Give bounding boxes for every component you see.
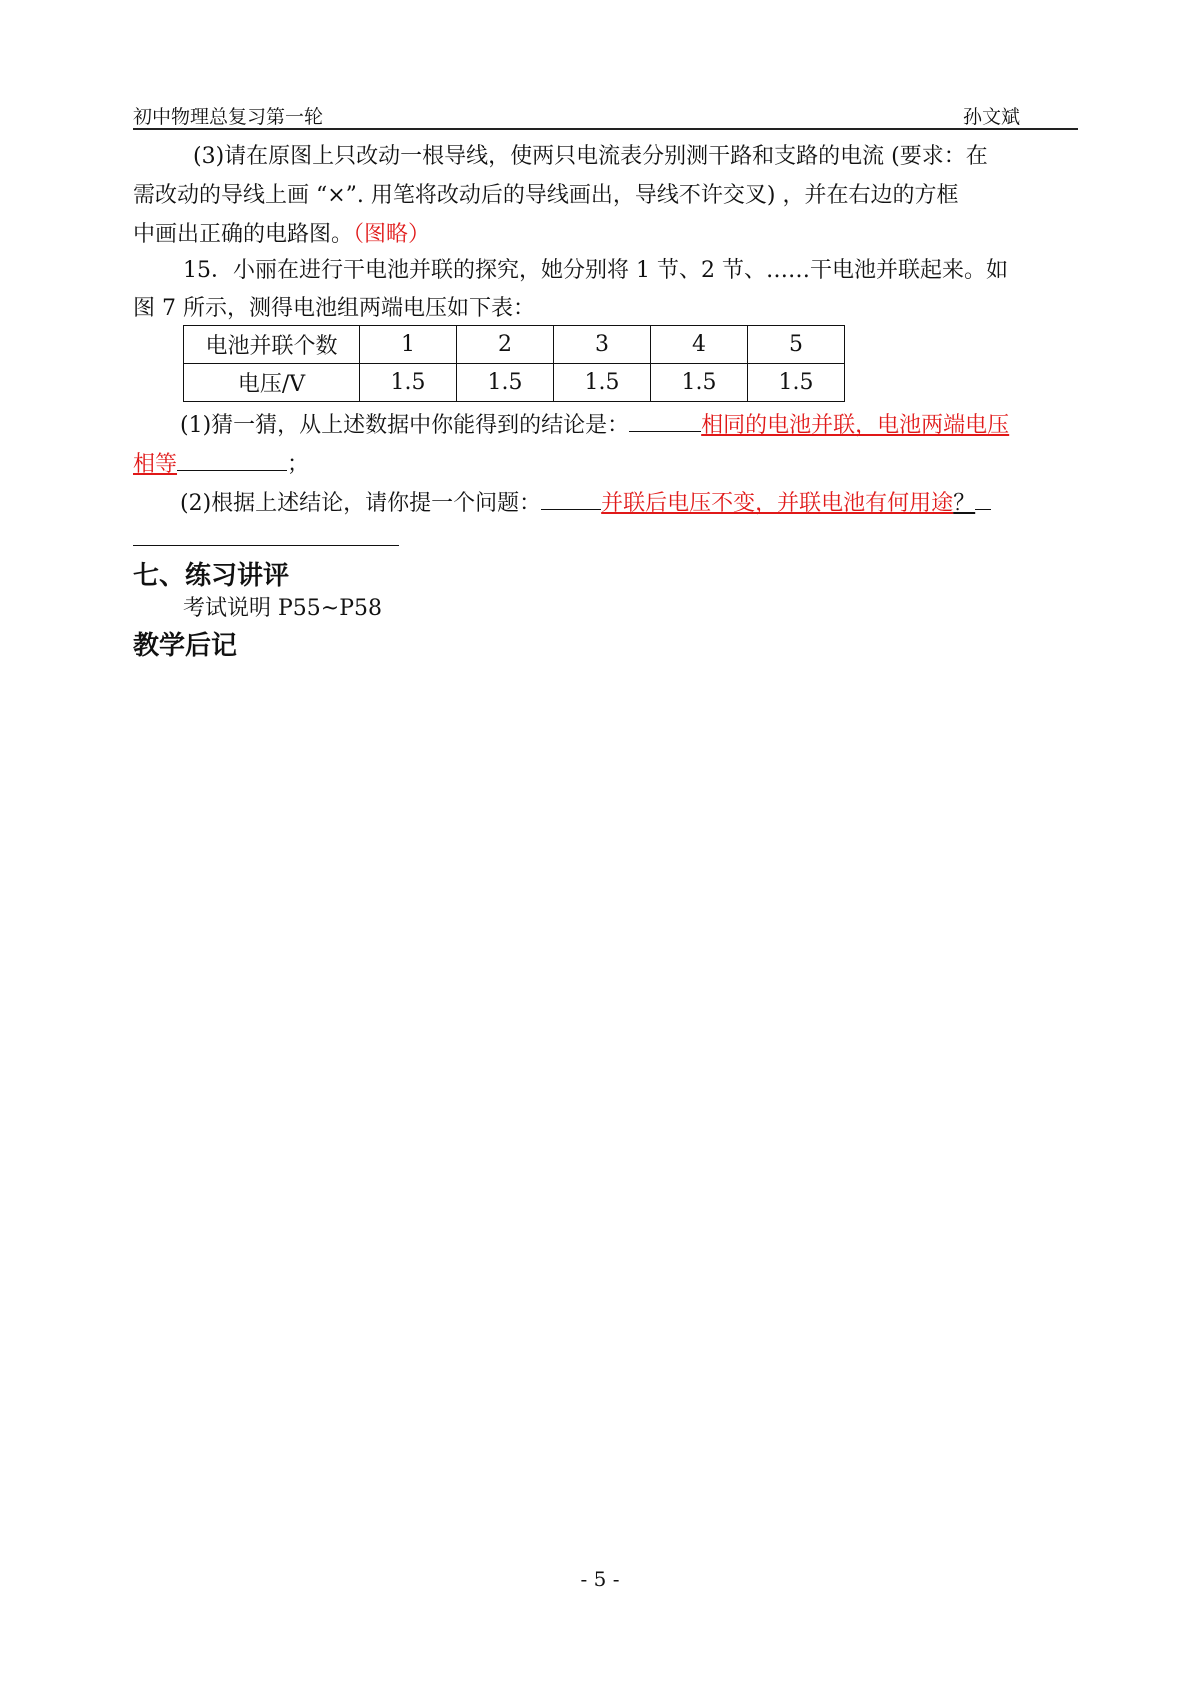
answer-blank-line xyxy=(541,509,601,510)
table-cell: 2 xyxy=(457,326,554,364)
sub1-answer-part1: 相同的电池并联，电池两端电压 xyxy=(701,413,1010,438)
question-3-text xyxy=(133,137,1078,176)
table-cell: 1.5 xyxy=(360,364,457,402)
sub1-answer-part2: 相等 xyxy=(133,452,178,477)
answer-blank-line xyxy=(975,509,991,510)
table-cell: 1.5 xyxy=(457,364,554,402)
question-15-line1: 15．小丽在进行干电池并联的探究，她分别将 1 节、2 节、……干电池并联起来。如 xyxy=(183,258,1008,283)
header-author: 孙文斌 xyxy=(963,106,1021,128)
page-number: - 5 - xyxy=(580,1567,620,1591)
q3-line1: (3)请在原图上只改动一根导线，使两只电流表分别测干路和支路的电流 (要求：在 xyxy=(193,144,988,169)
teaching-notes-heading: 教学后记 xyxy=(133,631,238,661)
sub-question-1-cont: 相等 ； xyxy=(133,452,310,477)
table-row xyxy=(184,326,845,364)
sub-question-2: (2)根据上述结论，请你提一个问题： 并联后电压不变，并联电池有何用途？ xyxy=(133,484,1078,523)
section-7-heading: 七、练习讲评 xyxy=(133,561,290,591)
table-header-count: 电池并联个数 xyxy=(184,326,360,364)
question-3-line3: 中画出正确的电路图。（图略） xyxy=(133,222,431,247)
table-cell: 4 xyxy=(651,326,748,364)
table-cell: 3 xyxy=(554,326,651,364)
table-cell: 1.5 xyxy=(554,364,651,402)
question-15-line2: 图 7 所示，测得电池组两端电压如下表： xyxy=(133,296,535,321)
answer-blank-line xyxy=(629,431,701,432)
answer-rule xyxy=(133,545,399,546)
table-cell: 1.5 xyxy=(651,364,748,402)
table-cell: 5 xyxy=(748,326,845,364)
answer-blank-line xyxy=(177,470,287,471)
page-header xyxy=(133,98,1078,130)
table-cell: 1 xyxy=(360,326,457,364)
table-cell: 1.5 xyxy=(748,364,845,402)
header-course-title: 初中物理总复习第一轮 xyxy=(133,106,324,128)
q3-answer: （图略） xyxy=(353,222,431,247)
table-row xyxy=(184,364,845,402)
battery-voltage-table xyxy=(183,325,845,402)
section-7-item: 考试说明 P55~P58 xyxy=(183,596,383,621)
table-header-voltage: 电压/V xyxy=(184,364,360,402)
sub-question-1: (1)猜一猜，从上述数据中你能得到的结论是： 相同的电池并联，电池两端电压 xyxy=(180,413,1010,438)
question-3-line2: 需改动的导线上画 “×”. 用笔将改动后的导线画出，导线不许交叉) ，并在右边的方框 xyxy=(133,183,959,208)
sub2-answer: 并联后电压不变，并联电池有何用途 xyxy=(601,491,954,516)
